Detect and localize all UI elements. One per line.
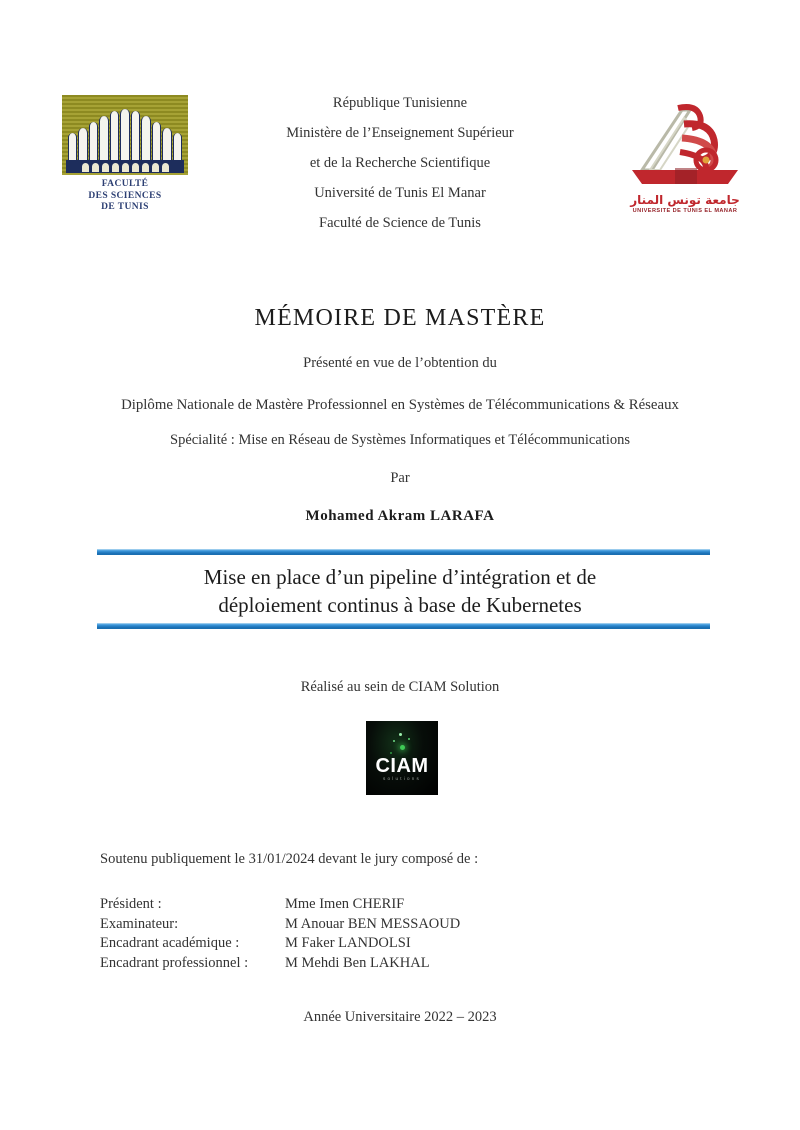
- jury-role-label: Encadrant professionnel :: [100, 954, 249, 971]
- ciam-logo-subtitle: solutions: [383, 776, 421, 781]
- jury-member-name: M Anouar BEN MESSAOUD: [285, 915, 461, 932]
- jury-role-label: Examinateur:: [100, 915, 179, 932]
- utm-arabic-name: جامعة تونس المنار: [630, 193, 740, 207]
- jury-member-name: M Mehdi Ben LAKHAL: [285, 954, 430, 971]
- faculty-of-sciences-logo: [62, 95, 188, 214]
- ciam-sparkle-icon-2: [393, 740, 395, 742]
- jury-list: [100, 895, 460, 973]
- ciam-wordmark: CIAM: [375, 755, 429, 777]
- presented-for-line: Présenté en vue de l’obtention du: [303, 355, 497, 371]
- jury-row: [100, 934, 460, 954]
- jury-member-name: Mme Imen CHERIF: [285, 896, 405, 912]
- title-rule-bottom: [97, 623, 710, 629]
- academic-year: Année Universitaire 2022 – 2023: [303, 1009, 497, 1025]
- university-tunis-el-manar-logo: [620, 98, 750, 215]
- ministry-line-5: Faculté de Science de Tunis: [319, 215, 481, 231]
- fst-columns-icon: [68, 109, 182, 161]
- ministry-line-2: Ministère de l’Enseignement Supérieur: [286, 125, 514, 141]
- thesis-title: [120, 563, 680, 619]
- ciam-sparkle-icon-5: [390, 752, 392, 754]
- diploma-line: Diplôme Nationale de Mastère Professionnel en Systèmes de Télécommunications & Réseaux: [121, 397, 679, 413]
- ciam-sparkle-icon-4: [408, 738, 410, 740]
- utm-latin-name: UNIVERSITE DE TUNIS EL MANAR: [632, 208, 738, 214]
- ciam-solutions-logo: [366, 721, 438, 795]
- ministry-line-3: et de la Recherche Scientifique: [309, 155, 491, 171]
- utm-emblem-svg: [620, 98, 750, 193]
- defense-statement: Soutenu publiquement le 31/01/2024 devant le jury composé de :: [100, 851, 479, 867]
- by-label: Par: [390, 470, 410, 486]
- jury-role-label: Président :: [100, 896, 162, 912]
- thesis-title-line-1: Mise en place d’un pipeline d’intégration et de: [203, 565, 597, 589]
- ministry-heading-block: [200, 88, 600, 238]
- fst-emblem-icon: [62, 95, 188, 175]
- utm-emblem-icon: [620, 98, 750, 193]
- title-rule-top: [97, 549, 710, 555]
- author-name: Mohamed Akram LARAFA: [305, 508, 495, 524]
- ciam-sparkle-icon-3: [400, 745, 405, 750]
- cover-header: [0, 88, 800, 248]
- thesis-title-line-2: déploiement continus à base de Kubernetes: [218, 593, 582, 617]
- fst-logo-caption: [62, 179, 188, 214]
- jury-row: [100, 895, 460, 915]
- ministry-line-1: République Tunisienne: [332, 95, 468, 111]
- fst-caption-line-1: FACULTÉ: [101, 179, 149, 189]
- realized-at-line: Réalisé au sein de CIAM Solution: [300, 679, 500, 695]
- jury-member-name: M Faker LANDOLSI: [285, 935, 411, 951]
- jury-row: [100, 915, 460, 935]
- ministry-line-4: Université de Tunis El Manar: [314, 185, 486, 201]
- ciam-sparkle-icon-1: [399, 733, 402, 736]
- document-type-heading: MÉMOIRE DE MASTÈRE: [254, 305, 546, 331]
- jury-role-label: Encadrant académique :: [100, 935, 240, 951]
- speciality-line: Spécialité : Mise en Réseau de Systèmes Informatiques et Télécommunications: [170, 432, 630, 448]
- fst-caption-line-2: DES SCIENCES: [88, 190, 162, 201]
- jury-row: [100, 954, 460, 974]
- fst-arches-icon: [68, 163, 182, 172]
- fst-caption-line-3: DE TUNIS: [101, 202, 149, 212]
